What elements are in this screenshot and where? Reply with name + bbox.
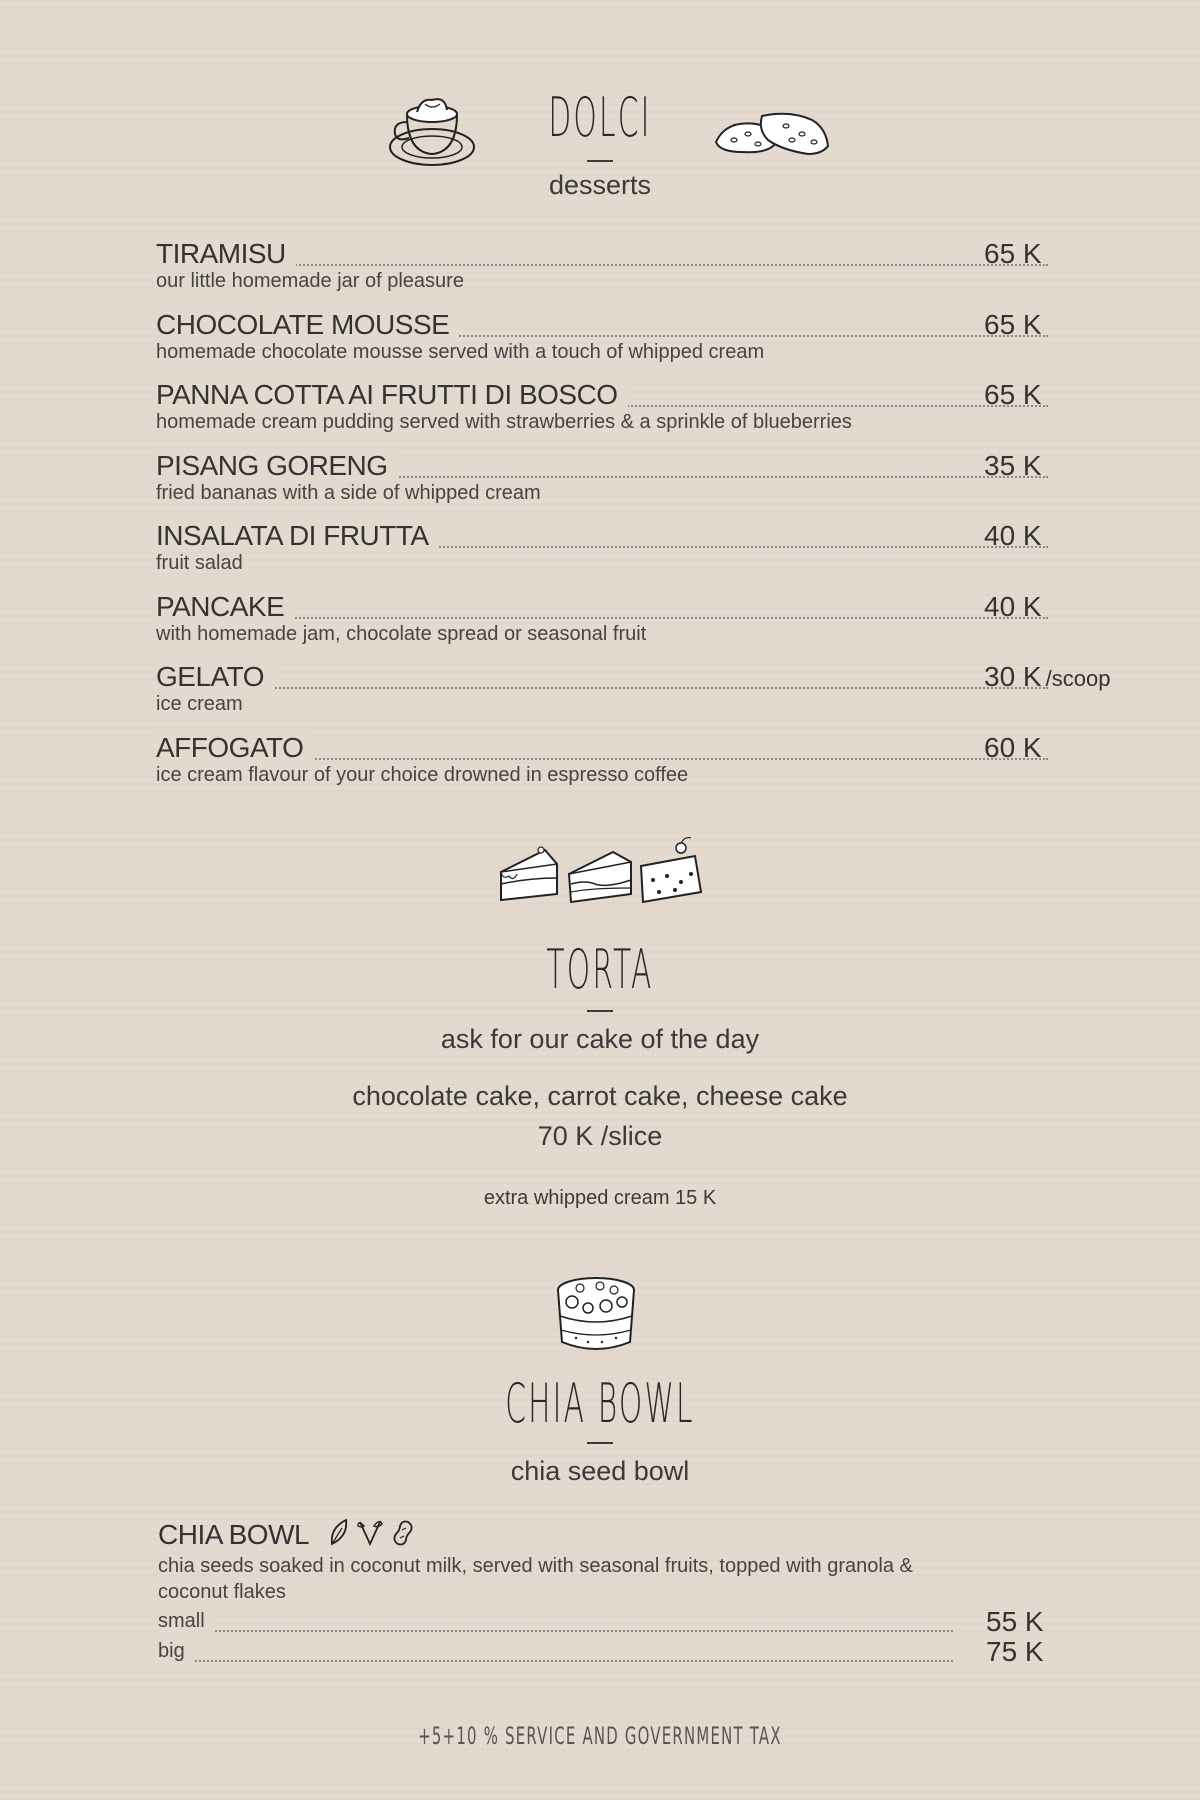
menu-item-description: fried bananas with a side of whipped cream xyxy=(156,482,541,504)
price-value: 40 K xyxy=(984,520,1042,551)
chia-bowl-icon xyxy=(552,1272,640,1358)
menu-item-name: PANCAKE xyxy=(156,591,294,623)
biscotti-icon xyxy=(712,110,832,162)
size-row-big xyxy=(158,1636,1058,1670)
dotted-leader xyxy=(158,1630,953,1632)
chia-dash xyxy=(587,1442,613,1444)
torta-options: chocolate cake, carrot cake, cheese cake xyxy=(352,1081,848,1111)
price-value: 65 K xyxy=(984,238,1042,269)
menu-item-name: INSALATA DI FRUTTA xyxy=(156,520,439,552)
menu-item-row xyxy=(156,661,1156,727)
chia-subtitle: chia seed bowl xyxy=(510,1456,690,1486)
chia-item-description: chia seeds soaked in coconut milk, served with seasonal fruits, topped with granola & coconut flakes xyxy=(158,1555,913,1603)
size-row-small xyxy=(158,1606,1058,1640)
leaf-icon xyxy=(328,1518,350,1548)
price-unit: /scoop xyxy=(1045,666,1111,691)
menu-item-description: ice cream xyxy=(156,693,243,715)
price-value: 35 K xyxy=(984,450,1042,481)
chia-item xyxy=(158,1518,416,1554)
dolci-dash xyxy=(587,160,613,162)
menu-item-name: AFFOGATO xyxy=(156,732,313,764)
menu-item-name: TIRAMISU xyxy=(156,238,296,270)
dotted-leader xyxy=(156,685,1048,689)
dolci-title: DOLCI xyxy=(548,86,652,149)
tax-footer: +5+10 % SERVICE AND GOVERNMENT TAX xyxy=(418,1722,782,1750)
menu-item-description: homemade chocolate mousse served with a touch of whipped cream xyxy=(156,341,765,363)
menu-item-row xyxy=(156,520,1156,586)
size-label: small xyxy=(158,1610,213,1633)
vegan-icon xyxy=(356,1518,384,1548)
price-value: 30 K xyxy=(984,661,1042,692)
torta-dash xyxy=(587,1010,613,1012)
torta-title: TORTA xyxy=(546,938,654,1001)
chia-title: CHIA BOWL xyxy=(505,1372,695,1435)
dotted-leader xyxy=(158,1660,953,1662)
price-value: 65 K xyxy=(984,379,1042,410)
price-value: 40 K xyxy=(984,591,1042,622)
torta-extra: extra whipped cream 15 K xyxy=(483,1187,717,1209)
torta-subtitle: ask for our cake of the day xyxy=(440,1024,760,1054)
menu-item-name: PISANG GORENG xyxy=(156,450,398,482)
menu-item-description: homemade cream pudding served with strawberries & a sprinkle of blueberries xyxy=(156,411,852,433)
menu-item-row xyxy=(156,309,1156,375)
menu-item-description: ice cream flavour of your choice drowned in espresso coffee xyxy=(156,764,689,786)
price-value: 65 K xyxy=(984,309,1042,340)
cake-slices-icon xyxy=(495,836,710,910)
menu-item-name: PANNA COTTA AI FRUTTI DI BOSCO xyxy=(156,379,628,411)
chia-item-name: CHIA BOWL xyxy=(158,1519,310,1550)
menu-item-row xyxy=(156,238,1156,304)
size-label: big xyxy=(158,1640,193,1663)
menu-item-row xyxy=(156,450,1156,516)
size-price: 75 K xyxy=(986,1636,1044,1667)
menu-item-row xyxy=(156,732,1156,798)
menu-item-description: with homemade jam, chocolate spread or seasonal fruit xyxy=(156,623,647,645)
menu-item-description: fruit salad xyxy=(156,552,243,574)
size-price: 55 K xyxy=(986,1606,1044,1637)
menu-item-name: CHOCOLATE MOUSSE xyxy=(156,309,459,341)
menu-item-row xyxy=(156,379,1156,445)
menu-item-row xyxy=(156,591,1156,657)
peanut-icon xyxy=(390,1518,416,1548)
menu-item-description: our little homemade jar of pleasure xyxy=(156,270,464,292)
torta-price: 70 K /slice xyxy=(537,1121,663,1151)
price-value: 60 K xyxy=(984,732,1042,763)
menu-item-name: GELATO xyxy=(156,661,274,693)
dolci-subtitle: desserts xyxy=(548,170,652,200)
